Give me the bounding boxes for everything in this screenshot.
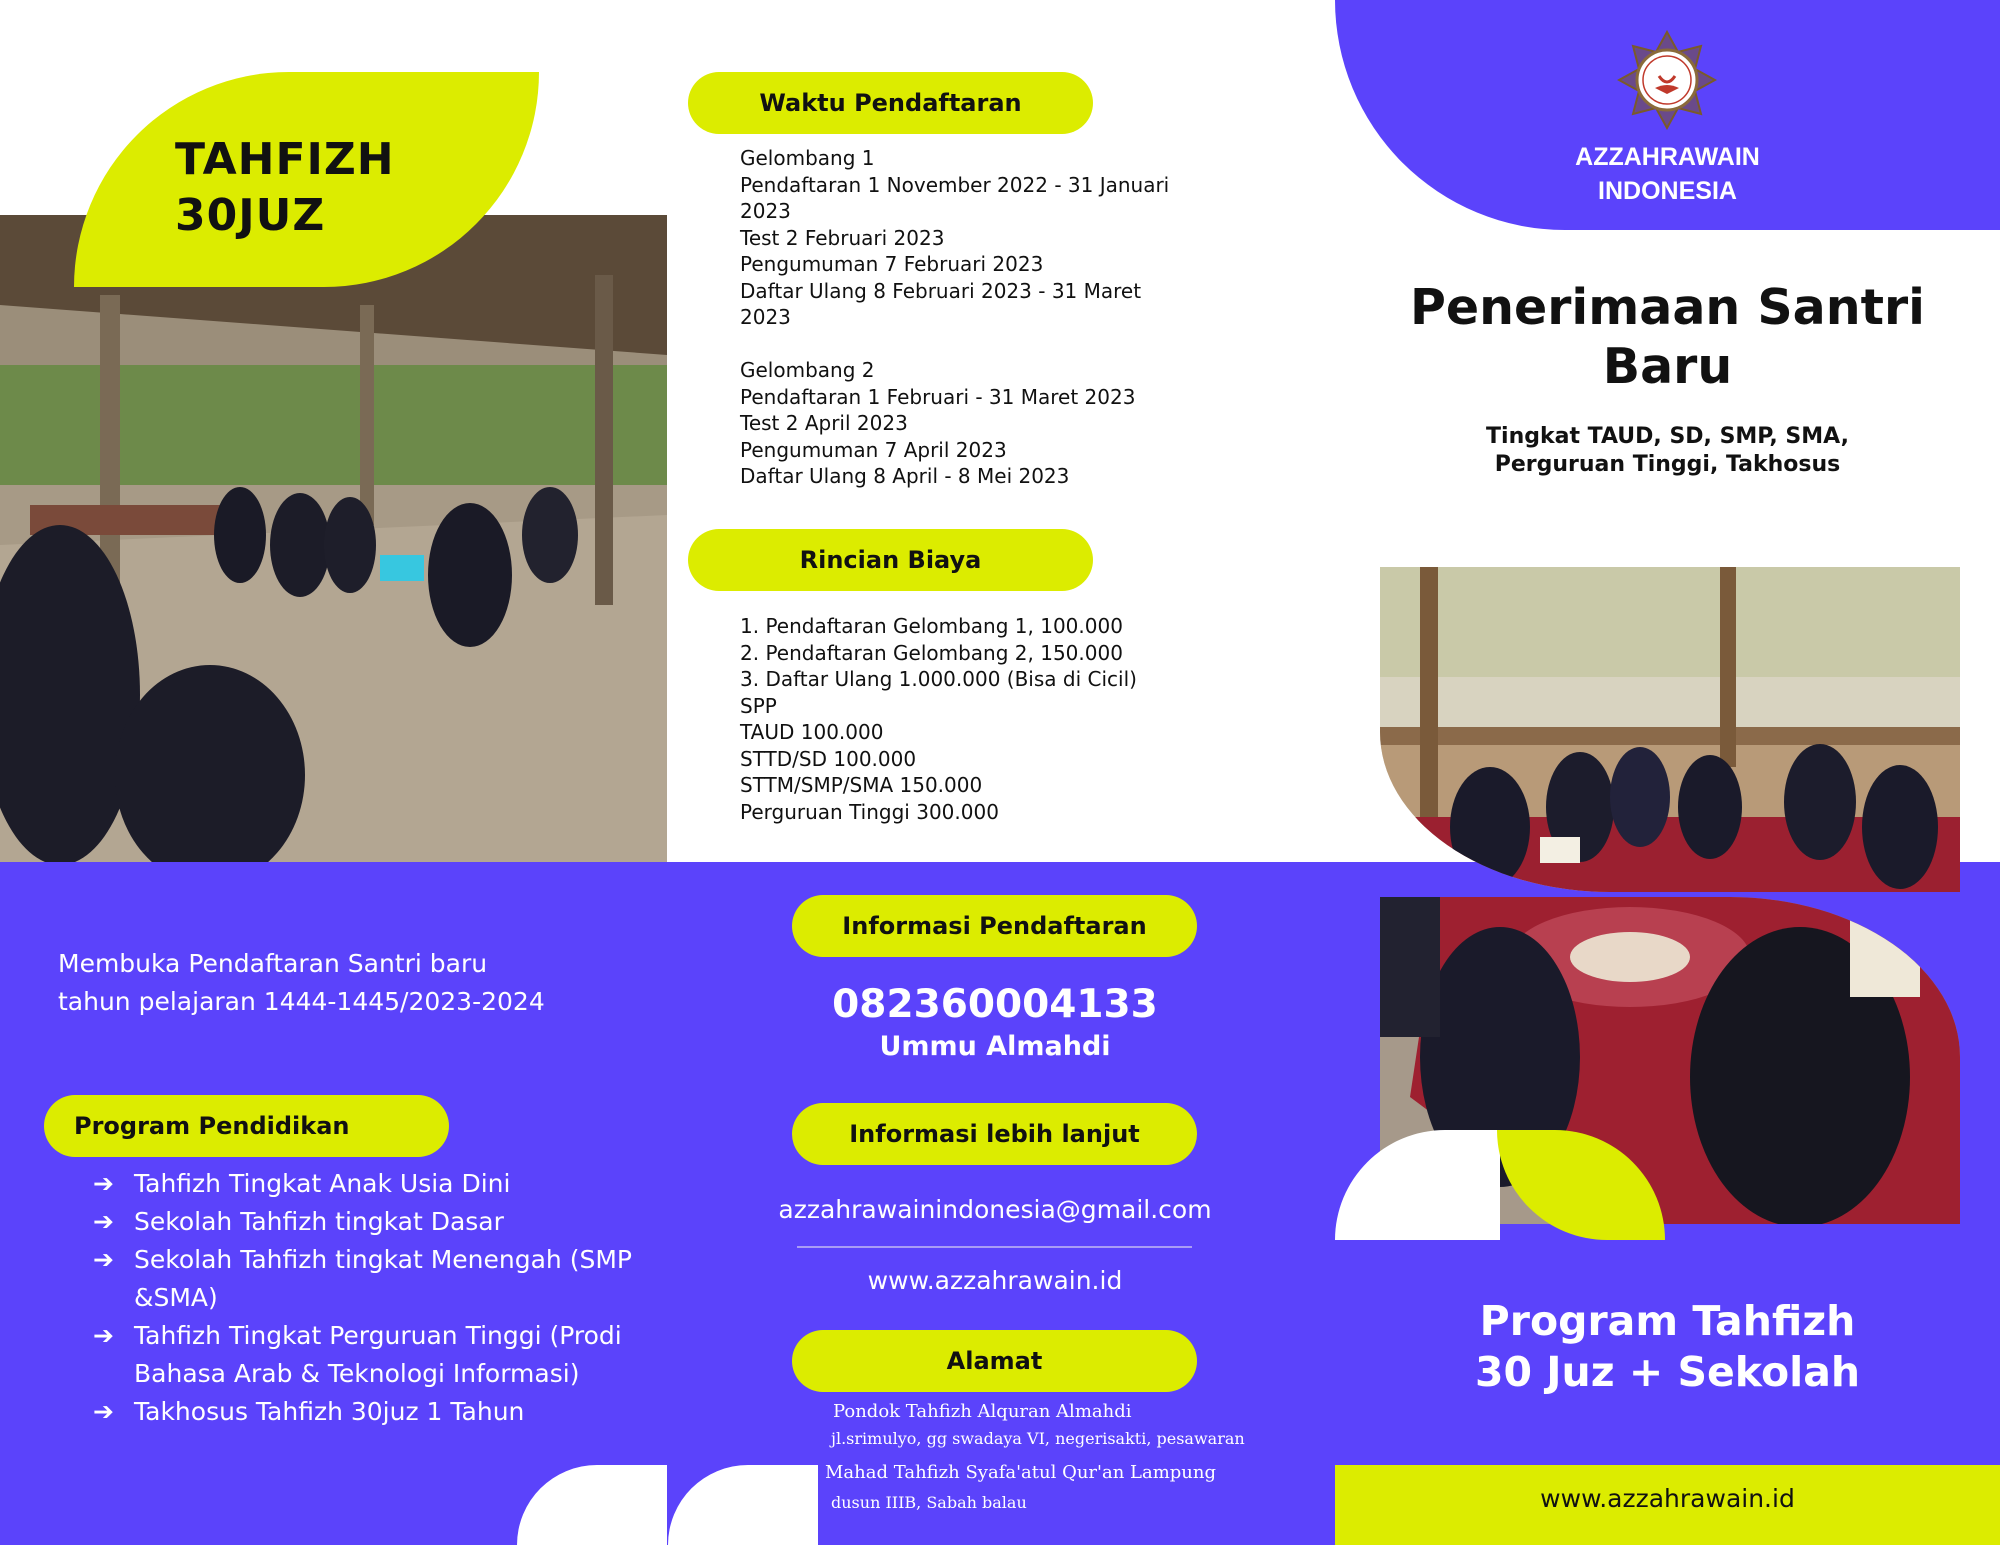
footer-website-link[interactable]: www.azzahrawain.id [1540, 1484, 1795, 1513]
programs-label: Program Pendidikan [44, 1095, 449, 1157]
address-line-3: Mahad Tahfizh Syafa'atul Qur'an Lampung [825, 1462, 1217, 1483]
photo-students-gazebo [0, 215, 667, 862]
program-item [93, 1203, 638, 1241]
intro-text [58, 945, 545, 1021]
address-line-2: jl.srimulyo, gg swadaya VI, negerisakti, pesawaran [831, 1429, 1245, 1448]
wave-1-schedule: Gelombang 1 Pendaftaran 1 November 2022 - 31 Januari 2023 Test 2 Februari 2023 Pengumuman 7 Februari 2023 Daftar Ulang 8 Februari 2023 - 31 Maret 2023 [740, 146, 1170, 329]
registration-info-label: Informasi Pendaftaran [792, 895, 1197, 957]
title-line-1: TAHFIZH [175, 134, 395, 185]
address-label: Alamat [792, 1330, 1197, 1392]
program-item [93, 1317, 638, 1393]
education-levels [1335, 423, 2000, 479]
arrow-right-icon: ➔ [93, 1169, 114, 1198]
programs-list [93, 1165, 638, 1431]
main-heading [1335, 278, 2000, 396]
program-item-label: Sekolah Tahfizh tingkat Dasar [134, 1207, 504, 1236]
more-info-label: Informasi lebih lanjut [792, 1103, 1197, 1165]
photo-students-reading [1380, 567, 1960, 892]
address-line-4: dusun IIIB, Sabah balau [831, 1493, 1027, 1512]
wave-2-schedule: Gelombang 2 Pendaftaran 1 Februari - 31 Maret 2023 Test 2 April 2023 Pengumuman 7 April 2023 Daftar Ulang 8 April - 8 Mei 2023 [740, 358, 1136, 488]
brand-line-2: INDONESIA [1598, 177, 1737, 205]
address-line-1: Pondok Tahfizh Alquran Almahdi [833, 1401, 1132, 1422]
program-item-label: Takhosus Tahfizh 30juz 1 Tahun [134, 1397, 525, 1426]
fees-label: Rincian Biaya [688, 529, 1093, 591]
title-badge-text [175, 132, 395, 244]
heading-line-2: Baru [1602, 338, 1733, 395]
program-item [93, 1393, 638, 1431]
heading-line-1: Penerimaan Santri [1410, 279, 1925, 336]
intro-line-1: Membuka Pendaftaran Santri baru [58, 949, 488, 978]
arrow-right-icon: ➔ [93, 1207, 114, 1236]
arrow-right-icon: ➔ [93, 1321, 114, 1350]
program-item-label: Tahfizh Tingkat Perguruan Tinggi (Prodi Bahasa Arab & Teknologi Informasi) [134, 1321, 622, 1388]
contact-divider [797, 1246, 1192, 1248]
website-link[interactable]: www.azzahrawain.id [867, 1266, 1123, 1295]
levels-line-2: Perguruan Tinggi, Takhosus [1494, 452, 1841, 477]
brand-name [1335, 140, 2000, 208]
intro-line-2: tahun pelajaran 1444-1445/2023-2024 [58, 987, 545, 1016]
arrow-right-icon: ➔ [93, 1245, 114, 1274]
program-title [1335, 1296, 2000, 1398]
brand-line-1: AZZAHRAWAIN [1575, 143, 1760, 171]
program-item [93, 1165, 638, 1203]
contact-person: Ummu Almahdi [879, 1031, 1111, 1062]
title-line-2: 30JUZ [175, 190, 326, 241]
levels-line-1: Tingkat TAUD, SD, SMP, SMA, [1486, 424, 1849, 449]
program-item-label: Tahfizh Tingkat Anak Usia Dini [134, 1169, 511, 1198]
azzahrawain-logo [1617, 30, 1717, 130]
program-title-line-1: Program Tahfizh [1479, 1297, 1856, 1345]
program-item [93, 1241, 638, 1317]
arrow-right-icon: ➔ [93, 1397, 114, 1426]
fees-detail: 1. Pendaftaran Gelombang 1, 100.000 2. Pendaftaran Gelombang 2, 150.000 3. Daftar Ulang 1.000.000 (Bisa di Cicil) SPP TAUD 100.000 STTD/SD 100.000 STTM/SMP/SMA 150.000 Perguruan Tinggi 300.000 [740, 614, 1137, 824]
email-link[interactable]: azzahrawainindonesia@gmail.com [778, 1195, 1212, 1224]
program-item-label: Sekolah Tahfizh tingkat Menengah (SMP &SMA) [134, 1245, 632, 1312]
phone-number[interactable]: 082360004133 [832, 982, 1158, 1027]
registration-time-label: Waktu Pendaftaran [688, 72, 1093, 134]
address-block [825, 1398, 1245, 1518]
program-title-line-2: 30 Juz + Sekolah [1474, 1348, 1861, 1396]
